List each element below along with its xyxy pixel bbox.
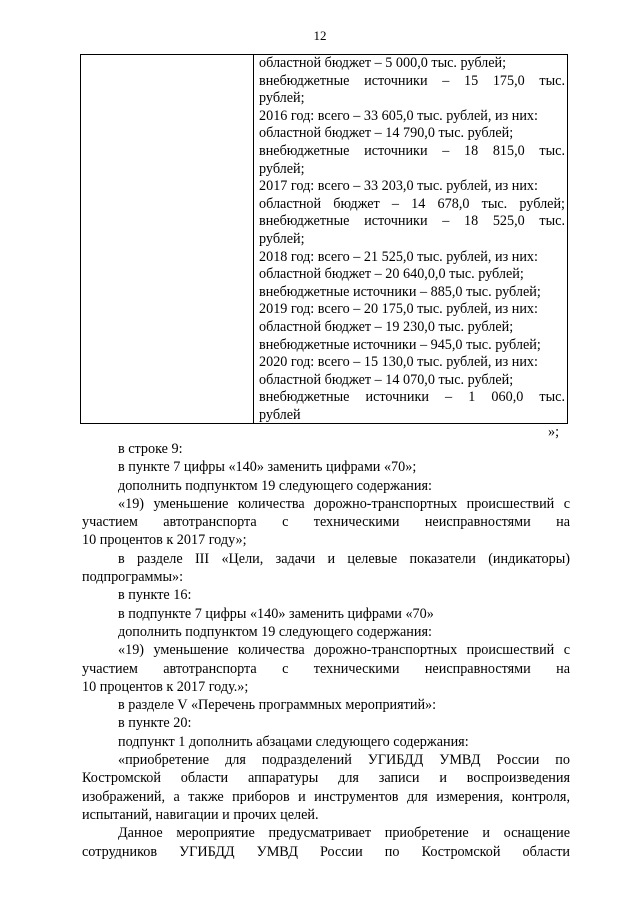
document-body [82,440,570,861]
closing-quote: »; [548,424,560,440]
table-line: областной бюджет – 14 070,0 тыс. рублей; [259,371,514,388]
paragraph-line: испытаний, навигации и прочих целей. [82,806,319,823]
table-line: внебюджетные источники – 885,0 тыс. рублей; [259,283,541,300]
paragraph-line: Данное мероприятие предусматривает приобретение и оснащение [118,825,570,842]
paragraph-line: в пункте 7 цифры «140» заменить цифрами «70»; [118,459,417,476]
table-line: внебюджетные источники – 1 060,0 тыс. [259,389,565,406]
table-line: внебюджетные источники – 945,0 тыс. рублей; [259,336,541,353]
paragraph-line: подпрограммы»: [82,569,184,586]
paragraph-line: в строке 9: [118,441,183,457]
table-line: 2017 год: всего – 33 203,0 тыс. рублей, из них: [259,178,538,195]
paragraph-line: Костромской области аппаратуры для записи и воспроизведения [82,770,570,787]
table-line: 2016 год: всего – 33 605,0 тыс. рублей, из них: [259,107,538,124]
table-line: внебюджетные источники – 15 175,0 тыс. [259,72,565,89]
paragraph-line: «19) уменьшение количества дорожно-транспортных происшествий с [118,642,570,659]
paragraph-line: дополнить подпунктом 19 следующего содержания: [118,623,432,640]
table-column-divider [253,55,254,423]
page-number: 12 [313,28,327,43]
paragraph-line: «19) уменьшение количества дорожно-транспортных происшествий с [118,495,570,512]
paragraph-line: в пункте 16: [118,587,192,604]
table-line: 2020 год: всего – 15 130,0 тыс. рублей, из них: [259,354,538,371]
table-line: 2019 год: всего – 20 175,0 тыс. рублей, из них: [259,301,538,318]
table-line: областной бюджет – 5 000,0 тыс. рублей; [259,55,507,71]
table-line: областной бюджет – 14 678,0 тыс. рублей; [259,195,565,212]
paragraph-line: участием автотранспорта с техническими неисправностями на [82,660,570,677]
table-line: внебюджетные источники – 18 815,0 тыс. [259,142,565,159]
paragraph-line: в пункте 20: [118,715,192,732]
paragraph-line: подпункт 1 дополнить абзацами следующего содержания: [118,733,469,750]
paragraph-line: изображений, а также приборов и инструментов для измерения, контроля, [82,788,570,805]
table-line: внебюджетные источники – 18 525,0 тыс. [259,213,565,230]
paragraph-line: дополнить подпунктом 19 следующего содержания: [118,477,432,494]
table-line: рублей; [259,160,305,177]
table-line: областной бюджет – 20 640,0,0 тыс. рублей; [259,266,524,283]
paragraph-line: «приобретение для подразделений УГИБДД УМВД России по [118,752,570,769]
paragraph-line: сотрудников УГИБДД УМВД России по Костромской области [82,843,570,860]
table-line: областной бюджет – 14 790,0 тыс. рублей; [259,125,514,142]
paragraph-line: участием автотранспорта с техническими неисправностями на [82,514,570,531]
paragraph-line: в подпункте 7 цифры «140» заменить цифрами «70» [118,605,434,622]
table-line: 2018 год: всего – 21 525,0 тыс. рублей, из них: [259,248,538,265]
paragraph-line: в разделе III «Цели, задачи и целевые показатели (индикаторы) [118,550,570,567]
table-cell-funding [259,55,565,424]
paragraph-line: в разделе V «Перечень программных мероприятий»: [118,697,437,714]
table-line: рублей; [259,230,305,247]
table-line: рублей; [259,90,305,107]
paragraph-line: 10 процентов к 2017 году.»; [82,678,249,695]
program-table [80,54,568,424]
table-line: областной бюджет – 19 230,0 тыс. рублей; [259,318,514,335]
paragraph-line: 10 процентов к 2017 году»; [82,532,247,549]
table-line: рублей [259,406,301,423]
